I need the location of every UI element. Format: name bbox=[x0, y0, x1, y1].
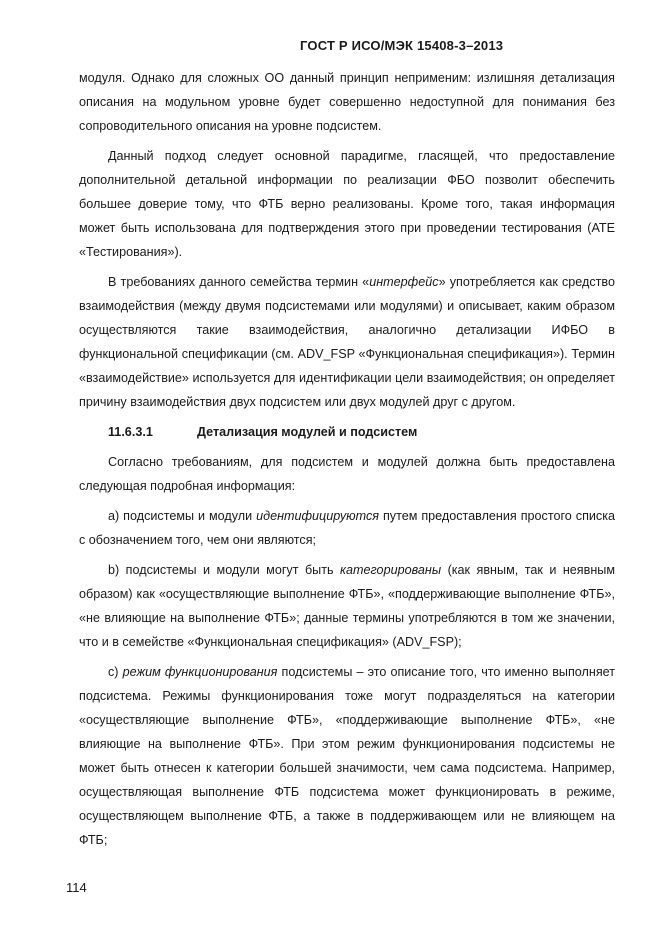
text-run: c) bbox=[108, 665, 123, 679]
paragraph-requirements: Согласно требованиям, для подсистем и модулей должна быть предоставлена следующая подробная информация: bbox=[79, 455, 615, 493]
page-number: 114 bbox=[66, 880, 87, 895]
text-run: a) подсистемы и модули bbox=[108, 509, 257, 523]
section-title: Детализация модулей и подсистем bbox=[197, 425, 418, 439]
section-number: 11.6.3.1 bbox=[108, 425, 153, 439]
section-heading bbox=[79, 420, 615, 444]
term-mode: режим функционирования bbox=[122, 665, 278, 679]
text-run: подсистемы – это описание того, что именно выполняет подсистема. Режимы функционирования тоже могут подразделяться на категории «осуществляющие выполнение ФТБ», «поддерживающие выполнение ФТБ», «не влияющие на выполнение ФТБ». При этом режим функционирования подсистемы не может быть отнесен к категории большей значимости, чем сама подсистема. Например, осуществляющая выполнение ФТБ подсистема может функционировать в режиме, осуществляющем выполнение ФТБ, а также в поддерживающем или не влияющем на ФТБ; bbox=[79, 665, 616, 847]
term-interface: интерфейс bbox=[369, 275, 439, 289]
list-item-a bbox=[79, 504, 615, 552]
text-run: путем предоставления простого списка с обозначением того, чем они являются; bbox=[79, 509, 616, 547]
text-run: b) подсистемы и модули могут быть bbox=[108, 563, 341, 577]
list-item-c bbox=[79, 660, 615, 852]
paragraph-approach: Данный подход следует основной парадигме, гласящей, что предоставление дополнительной детальной информации по реализации ФБО позволит обеспечить большее доверие тому, что ФТБ верно реализованы. Кроме того, такая информация может быть использована для подтверждения этого при проведении тестирования (ATE «Тестирования»). bbox=[79, 149, 615, 259]
list-item-b bbox=[79, 558, 615, 654]
page-body bbox=[79, 66, 615, 858]
document-header: ГОСТ Р ИСО/МЭК 15408-3–2013 bbox=[300, 38, 504, 53]
text-run: » употребляется как средство взаимодействия (между двумя подсистемами или модулями) и описывает, каким образом осуществляются такие взаимодействия, аналогично детализации ИФБО в функциональной спецификации (см. ADV_FSP «Функциональная спецификация»). Термин «взаимодействие» используется для идентификации цели взаимодействия; он определяет причину взаимодействия двух подсистем или двух модулей друг с другом. bbox=[79, 275, 615, 409]
text-run: (как явным, так и неявным образом) как «осуществляющие выполнение ФТБ», «поддерживающие выполнение ФТБ», «не влияющие на выполнение ФТБ»; данные термины употребляются в том же значении, что и в семействе «Функциональная спецификация» (ADV_FSP); bbox=[79, 563, 615, 649]
paragraph-interface-term bbox=[79, 270, 615, 414]
text-run: В требованиях данного семейства термин « bbox=[108, 275, 370, 289]
term-identified: идентифицируются bbox=[256, 509, 379, 523]
term-categorized: категорированы bbox=[340, 563, 442, 577]
paragraph-continuation: модуля. Однако для сложных ОО данный принцип неприменим: излишняя детализация описания на модульном уровне будет совершенно недоступной для понимания без сопроводительного описания на уровне подсистем. bbox=[79, 71, 615, 133]
